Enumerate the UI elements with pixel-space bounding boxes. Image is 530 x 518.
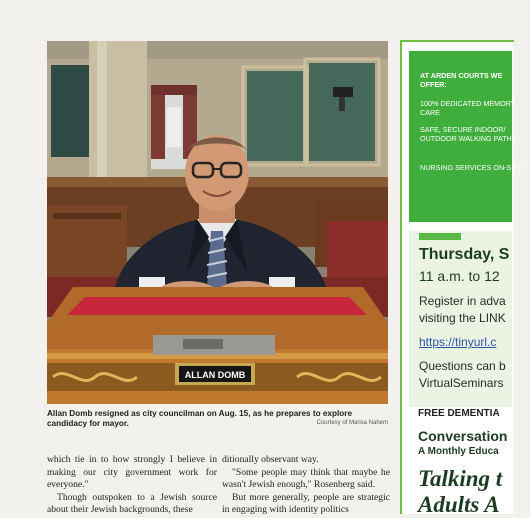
- photo-credit: Courtesy of Marisa Nahem: [316, 420, 388, 426]
- talking-title: Talking t: [418, 466, 503, 491]
- paragraph: Though outspoken to a Jewish source about their Jewish backgrounds, these: [47, 491, 217, 515]
- offer-item: 100% DEDICATED MEMORY CARE: [420, 99, 516, 117]
- paragraph: "Some people may think that maybe he wasn't Jewish enough," Rosenberg said.: [222, 466, 390, 490]
- register-text: visiting the LINK: [419, 311, 506, 325]
- article-column-left: [47, 454, 217, 517]
- event-box: [409, 231, 512, 407]
- conversations-heading: Conversation: [418, 428, 508, 444]
- offer-item: NURSING SERVICES ON-SITE: [420, 163, 523, 172]
- register-text: Register in adva: [419, 294, 506, 308]
- nameplate-text: ALLAN DOMB: [184, 370, 246, 380]
- article-photo: [47, 41, 388, 404]
- paragraph: But more generally, people are strategic in engaging with identity politics: [222, 491, 390, 515]
- questions-text: VirtualSeminars: [419, 376, 504, 390]
- paragraph: which tie in to how strongly I believe in making our city government work for everyone.": [47, 454, 217, 490]
- arden-courts-offer-box: [409, 51, 523, 222]
- event-time: 11 a.m. to 12: [419, 268, 500, 284]
- offer-heading: AT ARDEN COURTS WE OFFER:: [420, 71, 503, 89]
- free-dementia-label: FREE DEMENTIA: [418, 408, 500, 419]
- monthly-subheading: A Monthly Educa: [418, 446, 499, 457]
- questions-text: Questions can b: [419, 359, 506, 373]
- article-column-right: [222, 454, 390, 517]
- offer-item: SAFE, SECURE INDOOR/ OUTDOOR WALKING PATHS: [420, 125, 517, 143]
- adults-title: Adults A: [418, 492, 500, 517]
- accent-bar: [419, 233, 461, 240]
- event-day: Thursday, S: [419, 246, 510, 263]
- paragraph: ditionally observant way.: [222, 454, 319, 465]
- registration-link[interactable]: https://tinyurl.c: [419, 335, 497, 349]
- photo-caption: Allan Domb resigned as city councilman on Aug. 15, as he prepares to explore candidacy for mayor.: [47, 409, 352, 428]
